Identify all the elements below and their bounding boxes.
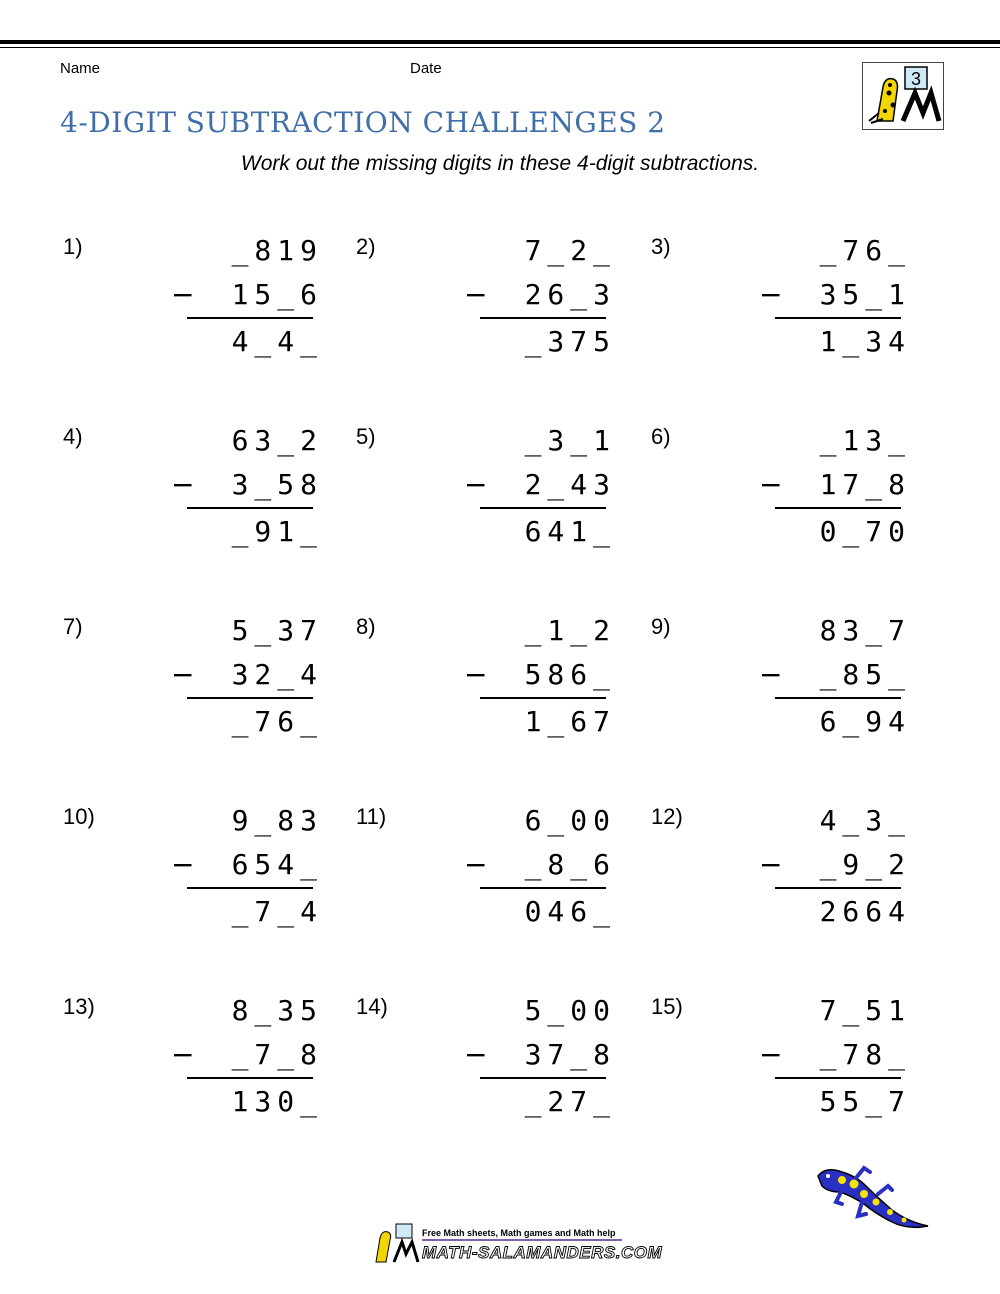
subtrahend: 586_	[524, 658, 616, 691]
difference: _91_	[231, 515, 323, 548]
problem	[651, 994, 941, 1144]
footer-logo	[372, 1222, 663, 1266]
difference: 2664	[819, 895, 911, 928]
minus-sign: −	[171, 848, 195, 881]
problem-number: 4)	[63, 424, 83, 449]
minuend: _3_1	[524, 424, 616, 457]
difference: 046_	[524, 895, 616, 928]
minuend: 83_7	[819, 614, 911, 647]
minus-sign: −	[171, 1038, 195, 1071]
problem-number: 12)	[651, 804, 683, 829]
problem	[356, 804, 646, 954]
problem	[356, 424, 646, 574]
difference: 6_94	[819, 705, 911, 738]
difference: 641_	[524, 515, 616, 548]
subtrahend: 32_4	[231, 658, 323, 691]
answer-rule	[480, 887, 606, 889]
minus-sign: −	[464, 278, 488, 311]
minuend: 5_37	[231, 614, 323, 647]
answer-rule	[775, 697, 901, 699]
minuend: 9_83	[231, 804, 323, 837]
problem-number: 6)	[651, 424, 671, 449]
problem-number: 13)	[63, 994, 95, 1019]
footer-site: MATH-SALAMANDERS.COM	[422, 1243, 663, 1262]
subtrahend: 2_43	[524, 468, 616, 501]
minus-sign: −	[464, 468, 488, 501]
minus-sign: −	[171, 658, 195, 691]
minuend: 8_35	[231, 994, 323, 1027]
answer-rule	[480, 507, 606, 509]
subtrahend: 654_	[231, 848, 323, 881]
answer-rule	[775, 887, 901, 889]
page-subtitle: Work out the missing digits in these 4-digit subtractions.	[240, 152, 760, 175]
subtrahend: 37_8	[524, 1038, 616, 1071]
difference: 4_4_	[231, 325, 323, 358]
minuend: _13_	[819, 424, 911, 457]
minus-sign: −	[759, 278, 783, 311]
footer-tagline: Free Math sheets, Math games and Math help	[422, 1228, 616, 1238]
subtrahend: _7_8	[231, 1038, 323, 1071]
minus-sign: −	[464, 848, 488, 881]
problem	[651, 804, 941, 954]
problem-number: 7)	[63, 614, 83, 639]
subtrahend: 3_58	[231, 468, 323, 501]
minus-sign: −	[464, 1038, 488, 1071]
top-rule-thin	[0, 47, 1000, 48]
salamander-mascot-icon	[812, 1162, 932, 1242]
problem-number: 15)	[651, 994, 683, 1019]
subtrahend: 35_1	[819, 278, 911, 311]
difference: _7_4	[231, 895, 323, 928]
problem	[63, 994, 353, 1144]
problem-number: 3)	[651, 234, 671, 259]
problem	[356, 614, 646, 764]
answer-rule	[480, 697, 606, 699]
answer-rule	[775, 317, 901, 319]
difference: 1_67	[524, 705, 616, 738]
minus-sign: −	[171, 278, 195, 311]
problem	[63, 614, 353, 764]
answer-rule	[480, 1077, 606, 1079]
difference: 130_	[231, 1085, 323, 1118]
problem-number: 8)	[356, 614, 376, 639]
problem	[651, 424, 941, 574]
problem	[63, 424, 353, 574]
top-rule	[0, 40, 1000, 44]
minuend: _76_	[819, 234, 911, 267]
answer-rule	[187, 887, 313, 889]
answer-rule	[187, 317, 313, 319]
minus-sign: −	[759, 1038, 783, 1071]
problem	[63, 234, 353, 384]
problem-number: 2)	[356, 234, 376, 259]
difference: 55_7	[819, 1085, 911, 1118]
subtrahend: _8_6	[524, 848, 616, 881]
subtrahend: _85_	[819, 658, 911, 691]
problem	[356, 234, 646, 384]
answer-rule	[480, 317, 606, 319]
answer-rule	[775, 507, 901, 509]
minus-sign: −	[464, 658, 488, 691]
date-label: Date	[410, 60, 442, 77]
minuend: _1_2	[524, 614, 616, 647]
difference: _27_	[524, 1085, 616, 1118]
answer-rule	[187, 507, 313, 509]
problem-number: 9)	[651, 614, 671, 639]
minus-sign: −	[171, 468, 195, 501]
minuend: 5_00	[524, 994, 616, 1027]
page-title: 4-DIGIT SUBTRACTION CHALLENGES 2	[60, 106, 666, 139]
problem	[651, 234, 941, 384]
minus-sign: −	[759, 658, 783, 691]
answer-rule	[187, 1077, 313, 1079]
problem	[356, 994, 646, 1144]
minuend: 6_00	[524, 804, 616, 837]
problem	[651, 614, 941, 764]
problem-number: 10)	[63, 804, 95, 829]
subtrahend: 15_6	[231, 278, 323, 311]
problem-number: 14)	[356, 994, 388, 1019]
salamander-logo-icon	[863, 63, 943, 129]
problem-number: 1)	[63, 234, 83, 259]
minuend: 63_2	[231, 424, 323, 457]
grade-number: 3	[910, 69, 922, 89]
subtrahend: 26_3	[524, 278, 616, 311]
subtrahend: _78_	[819, 1038, 911, 1071]
difference: _76_	[231, 705, 323, 738]
problem-number: 11)	[356, 804, 387, 829]
grade-logo	[862, 62, 944, 130]
subtrahend: 17_8	[819, 468, 911, 501]
minuend: 7_2_	[524, 234, 616, 267]
answer-rule	[187, 697, 313, 699]
subtrahend: _9_2	[819, 848, 911, 881]
minus-sign: −	[759, 848, 783, 881]
minus-sign: −	[759, 468, 783, 501]
difference: _375	[524, 325, 616, 358]
answer-rule	[775, 1077, 901, 1079]
problem-number: 5)	[356, 424, 376, 449]
minuend: 4_3_	[819, 804, 911, 837]
name-label: Name	[60, 60, 101, 77]
difference: 1_34	[819, 325, 911, 358]
minuend: _819	[231, 234, 323, 267]
difference: 0_70	[819, 515, 911, 548]
minuend: 7_51	[819, 994, 911, 1027]
problem	[63, 804, 353, 954]
